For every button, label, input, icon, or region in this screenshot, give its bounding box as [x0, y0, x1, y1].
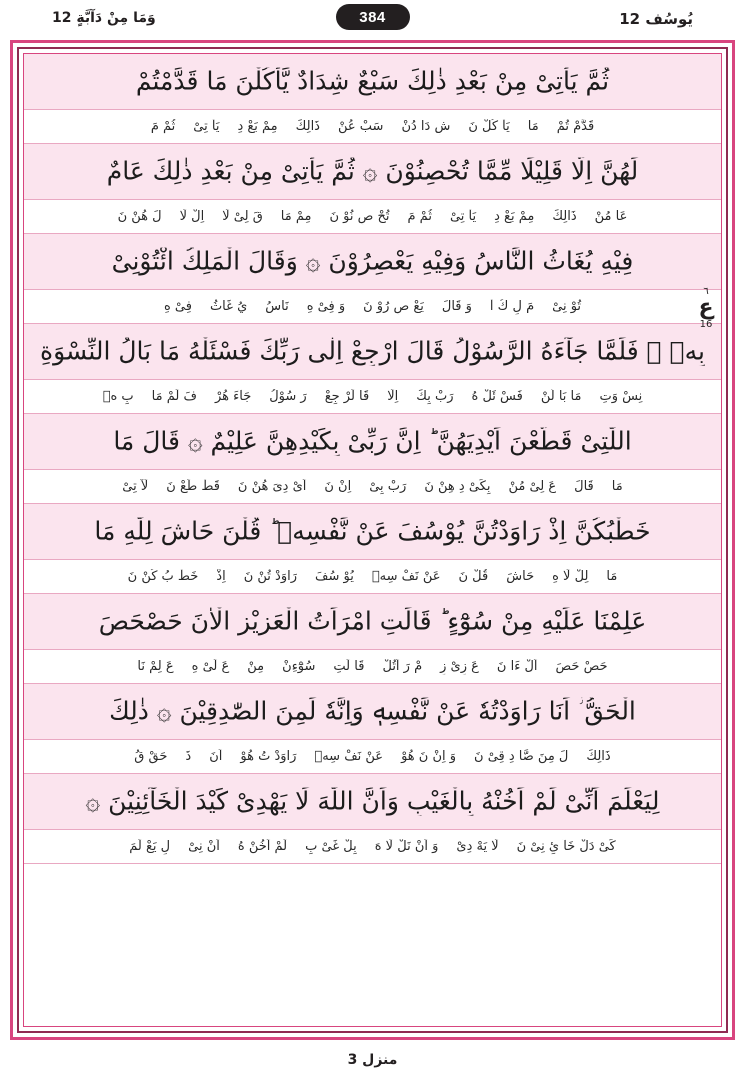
ruku-top-number: ٦ — [703, 286, 709, 297]
word-segment: اِلْ لَا — [179, 208, 205, 224]
arabic-text: خَطْبُكُنَّ اِذْ رَاوَدْتُنَّ يُوْسُفَ عَنْ نَّفْسِهٖ ؕ قُلْنَ حَاشَ لِلّٰهِ مَا — [94, 517, 651, 546]
page-border-outer — [10, 40, 735, 1040]
word-by-word-line — [24, 830, 721, 864]
ayah-line — [24, 684, 721, 740]
word-segment: سُوْٓءِنْ — [282, 658, 316, 674]
surah-label: يُوسُف 12 — [619, 10, 693, 28]
word-segment: بِ هٖ — [102, 388, 134, 404]
word-segment: مِنْ — [247, 658, 265, 674]
page-header — [0, 0, 745, 42]
word-segment: ذَالِكَ — [586, 748, 611, 764]
word-segment: لَمْ اَخُنْ هُ — [237, 838, 288, 854]
word-segment: قَا لَتِ — [333, 658, 365, 674]
page-border-inner — [23, 53, 722, 1027]
word-segment: رَبْ بِكَ — [416, 388, 454, 404]
arabic-word-breakdown — [40, 209, 705, 225]
word-segment: قَدَّمْ تُمْ — [556, 118, 595, 134]
word-segment: عَنْ نَفْ سِهٖ — [371, 568, 441, 584]
ayah-line — [24, 144, 721, 200]
arabic-text: لَهُنَّ اِلَّا قَلِيْلًا مِّمَّا تُحْصِنُوْنَ ۞ ثُمَّ يَأْتِىْ مِنْ بَعْدِ ذٰلِكَ عَامٌ — [106, 157, 639, 186]
word-segment: مَا بَا لُنْ — [540, 388, 582, 404]
word-segment: رَاوَدْ تُنْ نَ — [243, 568, 297, 584]
word-segment: عَ لِىْ مُنْ — [508, 478, 557, 494]
word-segment: لَا يَهْ دِىْ — [456, 838, 499, 854]
word-by-word-line — [24, 200, 721, 234]
word-by-word-line — [24, 110, 721, 144]
word-segment: عَ لِمْ نَا — [137, 658, 174, 674]
word-segment: اِذْ — [216, 568, 226, 584]
arabic-word-breakdown — [40, 119, 705, 135]
word-segment: نِسْ وَتِ — [599, 388, 643, 404]
word-segment: حَصْ حَصَ — [555, 658, 608, 674]
word-segment: رَ سُوْلُ — [269, 388, 307, 404]
word-segment: مِمْ مَا — [280, 208, 312, 224]
word-segment: يَاْ تِىْ — [449, 208, 477, 224]
word-segment: شِ دَا دُنْ — [401, 118, 451, 134]
word-by-word-line — [24, 290, 721, 324]
word-segment: حَقْ قُ — [134, 748, 168, 764]
word-segment: اَنْ نِىْ — [188, 838, 220, 854]
word-segment: يُوْ سُفَ — [315, 568, 354, 584]
word-segment: مْ رَ اَتُلْ — [382, 658, 423, 674]
word-segment: ذَ — [185, 748, 192, 764]
word-segment: ثُمْ مَ — [407, 208, 432, 224]
word-segment: لَاْ تِىْ — [122, 478, 149, 494]
word-segment: اِلَا — [387, 388, 399, 404]
arabic-text: بِهٖ ۚ فَلَمَّا جَآءَهُ الرَّسُوْلُ قَالَ ارْجِعْ اِلٰى رَبِّكَ فَسْئَلْهُ مَا بَالُ النِّسْوَةِ — [40, 337, 705, 366]
word-segment: عَا مُنْ — [594, 208, 628, 224]
word-segment: وَ قَالَ — [441, 298, 472, 314]
ayah-rows — [24, 54, 721, 1026]
arabic-text: ثُمَّ يَأْتِىْ مِنْ بَعْدِ ذٰلِكَ سَبْعٌ شِدَادٌ يَّأْكُلْنَ مَا قَدَّمْتُمْ — [135, 67, 610, 96]
word-segment: مِمْ بَعْ دِ — [494, 208, 535, 224]
word-segment: فَسْ ئَلْ هُ — [471, 388, 523, 404]
word-by-word-line — [24, 380, 721, 414]
word-segment: مَ لِ كُ اْ — [489, 298, 535, 314]
word-by-word-line — [24, 560, 721, 594]
arabic-word-breakdown — [40, 299, 705, 315]
word-segment: لَ مِنَ صَّا دِ قِىْ نَ — [474, 748, 569, 764]
word-segment: رَاوَدْ تُ هُوْ — [240, 748, 297, 764]
word-segment: رَبْ بِىْ — [369, 478, 407, 494]
word-segment: لِ يَعْ لَمَ — [129, 838, 171, 854]
word-segment: تُحْ صِ نُوْ نَ — [329, 208, 390, 224]
word-segment: حَاشَ — [506, 568, 535, 584]
word-segment: كَىْ دَلْ خَآ ئِ نِىْ نَ — [516, 838, 616, 854]
word-segment: نَاسُ — [265, 298, 289, 314]
word-by-word-line — [24, 650, 721, 684]
word-segment: قُلْ نَ — [458, 568, 489, 584]
arabic-word-breakdown — [40, 749, 705, 765]
ayah-line — [24, 324, 721, 380]
word-segment: فَ لَمْ مَا — [151, 388, 197, 404]
ayah-line — [24, 774, 721, 830]
word-by-word-line — [24, 470, 721, 504]
word-segment: مَا — [527, 118, 539, 134]
word-segment: فِىْ هِ — [163, 298, 192, 314]
arabic-word-breakdown — [40, 479, 705, 495]
word-segment: عَ زِىْ زِ — [440, 658, 479, 674]
word-segment: قَالَ — [574, 478, 594, 494]
arabic-text: الْحَقُّ ؗ اَنَا رَاوَدْتُهٗ عَنْ نَّفْسِهٖ وَاِنَّهٗ لَمِنَ الصّٰدِقِيْنَ ۞ ذٰلِكَ — [109, 697, 636, 726]
arabic-text: فِيْهِ يُغَاثُ النَّاسُ وَفِيْهِ يَعْصِرُوْنَ ۞ وَقَالَ الْمَلِكُ ائْتُوْنِىْ — [111, 247, 634, 276]
word-segment: قَطْ طَعْ نَ — [166, 478, 220, 494]
word-segment: سَبْ عُنْ — [337, 118, 384, 134]
word-segment: لِلْ لَا هِ — [552, 568, 589, 584]
arabic-word-breakdown — [40, 569, 705, 585]
arabic-word-breakdown — [40, 839, 705, 855]
word-segment: ذَالِكَ — [552, 208, 577, 224]
word-segment: بِكَىْ دِ هِنْ نَ — [424, 478, 491, 494]
word-segment: مَا — [606, 568, 618, 584]
ayah-line — [24, 234, 721, 290]
word-segment: جَآءَ هُرْ — [214, 388, 252, 404]
arabic-text: عَلِمْنَا عَلَيْهِ مِنْ سُوْٓءٍ ؕ قَالَتِ امْرَاَتُ الْعَزِيْزِ الْاٰنَ حَصْحَصَ — [98, 607, 647, 636]
word-segment: يَاْ تِىْ — [193, 118, 220, 134]
arabic-text: اللّٰتِىْ قَطَّعْنَ اَيْدِيَهُنَّ ؕ اِنَّ رَبِّىْ بِكَيْدِهِنَّ عَلِيْمٌ ۞ قَالَ مَا — [113, 427, 632, 456]
word-segment: يَاْ كُلْ نَ — [468, 118, 510, 134]
word-segment: ذَالِكَ — [295, 118, 320, 134]
ayah-line — [24, 54, 721, 110]
word-segment: قَ لِىْ لَا — [222, 208, 263, 224]
word-segment: قَا لَرْ جِعْ — [324, 388, 370, 404]
word-segment: يُ غَاثُ — [209, 298, 248, 314]
word-segment: اَنَ — [209, 748, 223, 764]
ayah-line — [24, 594, 721, 650]
word-segment: اِنْ نَ — [324, 478, 352, 494]
page-number-badge: 384 — [336, 4, 410, 30]
ayah-line — [24, 504, 721, 560]
word-segment: عَنْ نَفْ سِهٖ — [314, 748, 384, 764]
word-segment: عَ لَىْ هِ — [191, 658, 230, 674]
word-by-word-line — [24, 740, 721, 774]
word-segment: وَ اَنْ نَلْ لَا هَ — [374, 838, 439, 854]
word-segment: بِلْ غَىْ بِ — [305, 838, 357, 854]
manzil-label: منزل 3 — [347, 1052, 398, 1068]
word-segment: وَ فِىْ هِ — [306, 298, 346, 314]
ruku-ain-icon: ع — [698, 295, 714, 320]
ayah-line — [24, 414, 721, 470]
arabic-text: لِيَعْلَمَ اَنِّىْ لَمْ اَخُنْهُ بِالْغَيْبِ وَاَنَّ اللّٰهَ لَا يَهْدِىْ كَيْدَ الْخَآئِنِيْنَ ۞ — [85, 787, 660, 816]
word-segment: تُوْ نِىْ — [552, 298, 582, 314]
word-segment: يَعْ صِ رُوْ نَ — [363, 298, 424, 314]
word-segment: خَطْ بُ كُنْ نَ — [127, 568, 199, 584]
word-segment: مَا — [611, 478, 623, 494]
arabic-word-breakdown — [40, 389, 705, 405]
word-segment: مِمْ بَعْ دِ — [237, 118, 278, 134]
word-segment: لَ هُنْ نَ — [117, 208, 162, 224]
word-segment: ثُمْ مَ — [150, 118, 176, 134]
word-segment: اَىْ دِىَ هُنْ نَ — [237, 478, 307, 494]
arabic-word-breakdown — [40, 659, 705, 675]
word-segment: اَلْ ءَا نَ — [496, 658, 538, 674]
ruku-bottom-number: 16 — [699, 319, 713, 330]
word-segment: وَ اِنْ نَ هُوْ — [401, 748, 457, 764]
juz-label: وَمَا مِنْ دَآبَّةٍ 12 — [52, 10, 156, 26]
page-border-mid — [17, 47, 728, 1033]
